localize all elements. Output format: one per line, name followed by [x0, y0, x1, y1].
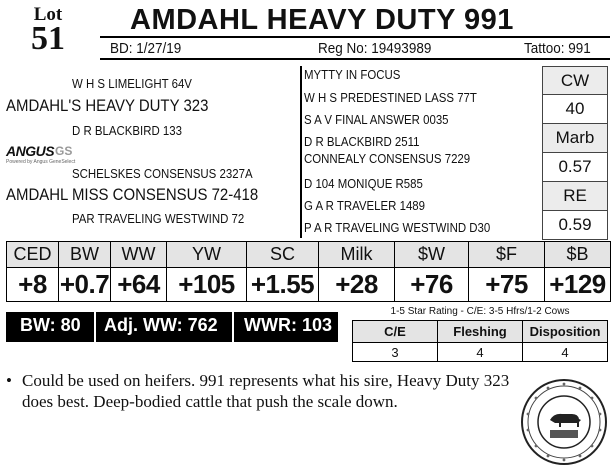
- epd-table: [6, 241, 611, 302]
- epd-value-ww: +64: [111, 268, 167, 302]
- rating-header-ce: C/E: [353, 321, 438, 343]
- pedigree-right-line: P A R TRAVELING WESTWIND D30: [304, 220, 491, 235]
- epd-value-b-index: +129: [545, 268, 611, 302]
- comment-bullet: •: [6, 371, 12, 390]
- epd-header-ced: CED: [7, 242, 59, 268]
- comment-text: Could be used on heifers. 991 represents what his sire, Heavy Duty 323 does best. Deep-bodied cattle that push the scale down.: [22, 371, 510, 411]
- rating-header-row: [353, 321, 608, 343]
- pedigree-right-line: G A R TRAVELER 1489: [304, 198, 426, 213]
- pedigree-divider: [300, 66, 302, 238]
- rating-value-row: [353, 343, 608, 362]
- pedigree-right-line: MYTTY IN FOCUS: [304, 67, 401, 82]
- animal-name-title: AMDAHL HEAVY DUTY 991: [130, 4, 514, 36]
- epd-header-ww: WW: [111, 242, 167, 268]
- epd-value-milk: +28: [319, 268, 395, 302]
- epd-value-sc: +1.55: [247, 268, 319, 302]
- lot-label: Lot: [33, 4, 63, 25]
- epd-header-w-index: $W: [395, 242, 469, 268]
- epd-header-bw: BW: [59, 242, 111, 268]
- certified-angus-seal-icon: [520, 378, 608, 466]
- epd-header-yw: YW: [167, 242, 247, 268]
- pedigree-dam-sire: SCHELSKES CONSENSUS 2327A: [72, 166, 253, 181]
- weaning-weight-ratio: WWR: 103: [244, 315, 333, 335]
- epd-header-sc: SC: [247, 242, 319, 268]
- carcass-label-cw: CW: [542, 66, 608, 95]
- measurement-bar: [6, 312, 338, 342]
- pedigree-right-line: S A V FINAL ANSWER 0035: [304, 112, 449, 127]
- pedigree-sire: AMDAHL'S HEAVY DUTY 323: [6, 96, 209, 115]
- pedigree-right-line: CONNEALY CONSENSUS 7229: [304, 151, 471, 166]
- pedigree-sire-sire: W H S LIMELIGHT 64V: [72, 76, 192, 91]
- carcass-value-marb: 0.57: [542, 153, 608, 182]
- pedigree-dam-dam: PAR TRAVELING WESTWIND 72: [72, 211, 245, 226]
- rating-value-fleshing: 4: [438, 343, 523, 362]
- epd-header-f-index: $F: [469, 242, 545, 268]
- epd-value-row: [7, 268, 611, 302]
- epd-header-b-index: $B: [545, 242, 611, 268]
- pedigree-dam: AMDAHL MISS CONSENSUS 72-418: [6, 185, 259, 204]
- rating-value-ce: 3: [353, 343, 438, 362]
- lot-number: 51: [31, 20, 65, 57]
- rating-header-disposition: Disposition: [523, 321, 608, 343]
- epd-value-w-index: +76: [395, 268, 469, 302]
- epd-header-milk: Milk: [319, 242, 395, 268]
- rating-note: 1-5 Star Rating - C/E: 3-5 Hfrs/1-2 Cows: [390, 306, 570, 317]
- info-line: [100, 36, 610, 60]
- epd-value-yw: +105: [167, 268, 247, 302]
- rating-value-disposition: 4: [523, 343, 608, 362]
- carcass-label-marb: Marb: [542, 124, 608, 153]
- measure-divider: [94, 312, 96, 342]
- measure-divider: [232, 312, 234, 342]
- birth-date: BD: 1/27/19: [110, 40, 182, 57]
- epd-value-ced: +8: [7, 268, 59, 302]
- registration-number: Reg No: 19493989: [318, 40, 432, 57]
- epd-header-row: [7, 242, 611, 268]
- carcass-epd-box: [542, 66, 608, 240]
- tattoo: Tattoo: 991: [524, 40, 591, 57]
- carcass-value-cw: 40: [542, 95, 608, 124]
- rating-header-fleshing: Fleshing: [438, 321, 523, 343]
- pedigree-right-line: W H S PREDESTINED LASS 77T: [304, 90, 477, 105]
- lot-badge: [6, 4, 90, 56]
- pedigree-right-line: D R BLACKBIRD 2511: [304, 134, 420, 149]
- pedigree-right-line: D 104 MONIQUE R585: [304, 176, 423, 191]
- carcass-label-re: RE: [542, 182, 608, 211]
- adjusted-weaning-weight: Adj. WW: 762: [104, 315, 218, 335]
- carcass-value-re: 0.59: [542, 211, 608, 240]
- epd-value-bw: +0.7: [59, 268, 111, 302]
- angus-gs-logo: ANGUS GS Powered by Angus GeneSelect: [6, 143, 76, 165]
- rating-table: [352, 320, 608, 362]
- epd-value-f-index: +75: [469, 268, 545, 302]
- pedigree-sire-dam: D R BLACKBIRD 133: [72, 123, 182, 138]
- birth-weight: BW: 80: [20, 315, 81, 335]
